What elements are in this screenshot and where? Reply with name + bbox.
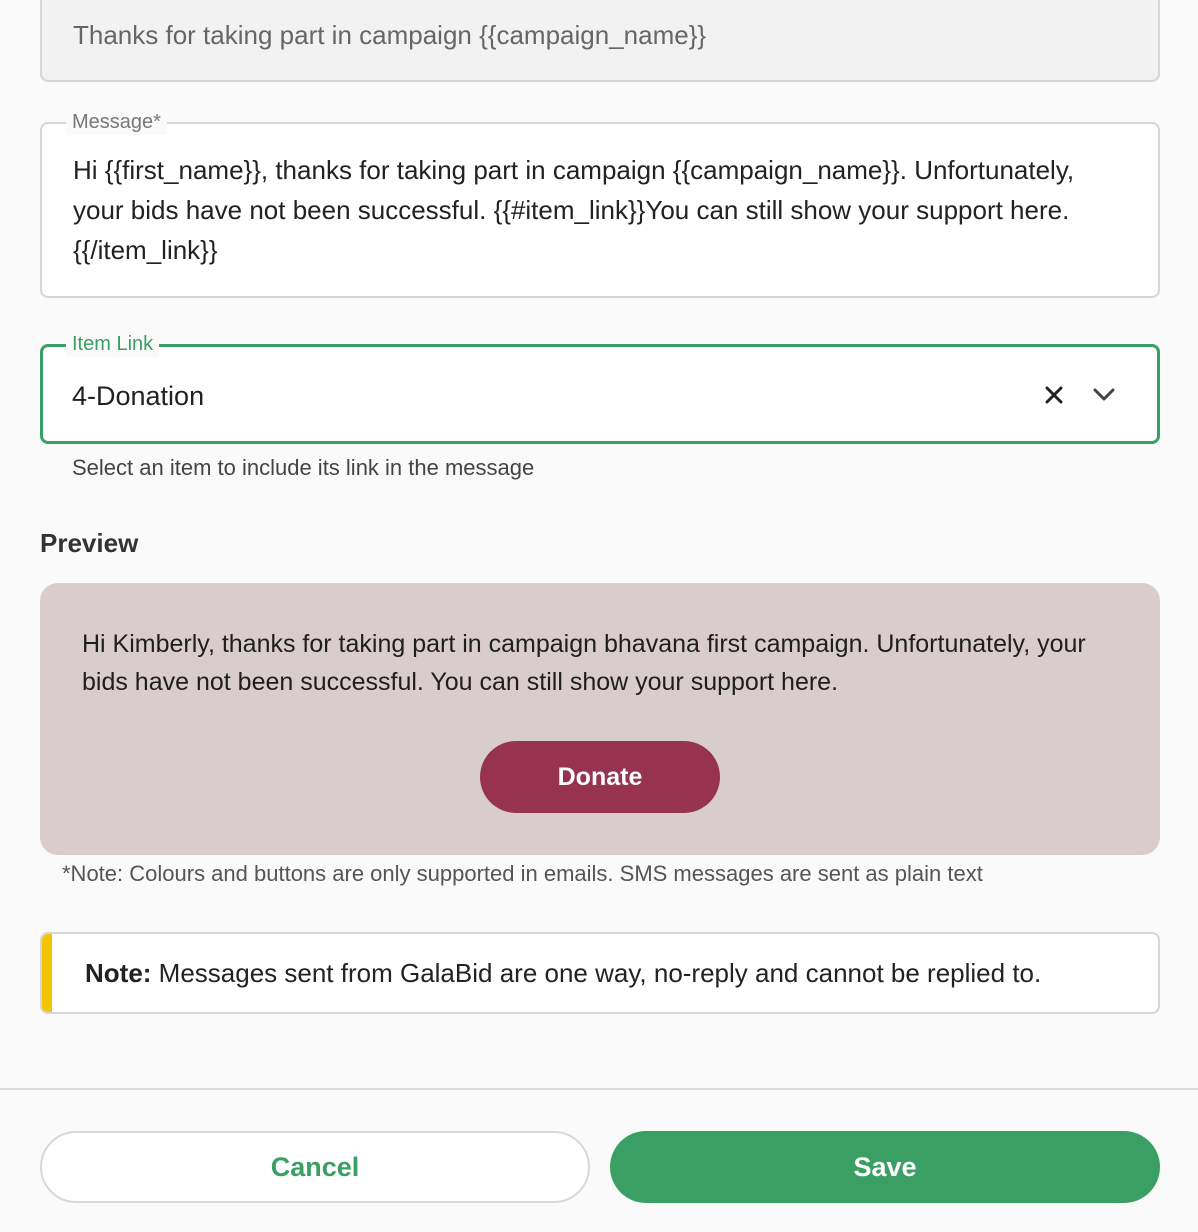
subject-field[interactable] <box>40 0 1160 82</box>
chevron-down-icon[interactable] <box>1089 380 1119 410</box>
donate-button[interactable]: Donate <box>480 741 720 813</box>
note-label: Note: <box>85 958 152 988</box>
item-link-select[interactable] <box>40 333 1160 444</box>
cancel-button[interactable]: Cancel <box>40 1131 590 1203</box>
note-text <box>85 958 1041 989</box>
message-label: Message* <box>66 109 167 135</box>
color-support-note: *Note: Colours and buttons are only supported in emails. SMS messages are sent as plain text <box>62 861 983 886</box>
item-link-label: Item Link <box>66 331 159 357</box>
note-banner <box>40 932 1160 1014</box>
item-link-helper-text: Select an item to include its link in the message <box>72 455 535 480</box>
message-textarea[interactable]: Hi {{first_name}}, thanks for taking part in campaign {{campaign_name}}. Unfortunately, your bids have not been successful. {{#item_link}}You can still show your support here. {{/item_link}} <box>73 155 1075 265</box>
preview-box <box>40 583 1160 855</box>
note-accent-bar <box>40 932 52 1014</box>
footer-divider <box>0 1088 1198 1090</box>
preview-heading: Preview <box>40 528 139 558</box>
preview-text: Hi Kimberly, thanks for taking part in campaign bhavana first campaign. Unfortunately, your bids have not been successful. You can still show your support here. <box>82 630 1086 696</box>
message-field[interactable] <box>40 111 1160 298</box>
subject-value: Thanks for taking part in campaign {{campaign_name}} <box>73 20 707 50</box>
save-button[interactable]: Save <box>610 1131 1160 1203</box>
note-body: Messages sent from GalaBid are one way, no-reply and cannot be replied to. <box>151 958 1042 988</box>
item-link-value: 4-Donation <box>72 381 205 411</box>
clear-icon[interactable] <box>1039 380 1069 410</box>
